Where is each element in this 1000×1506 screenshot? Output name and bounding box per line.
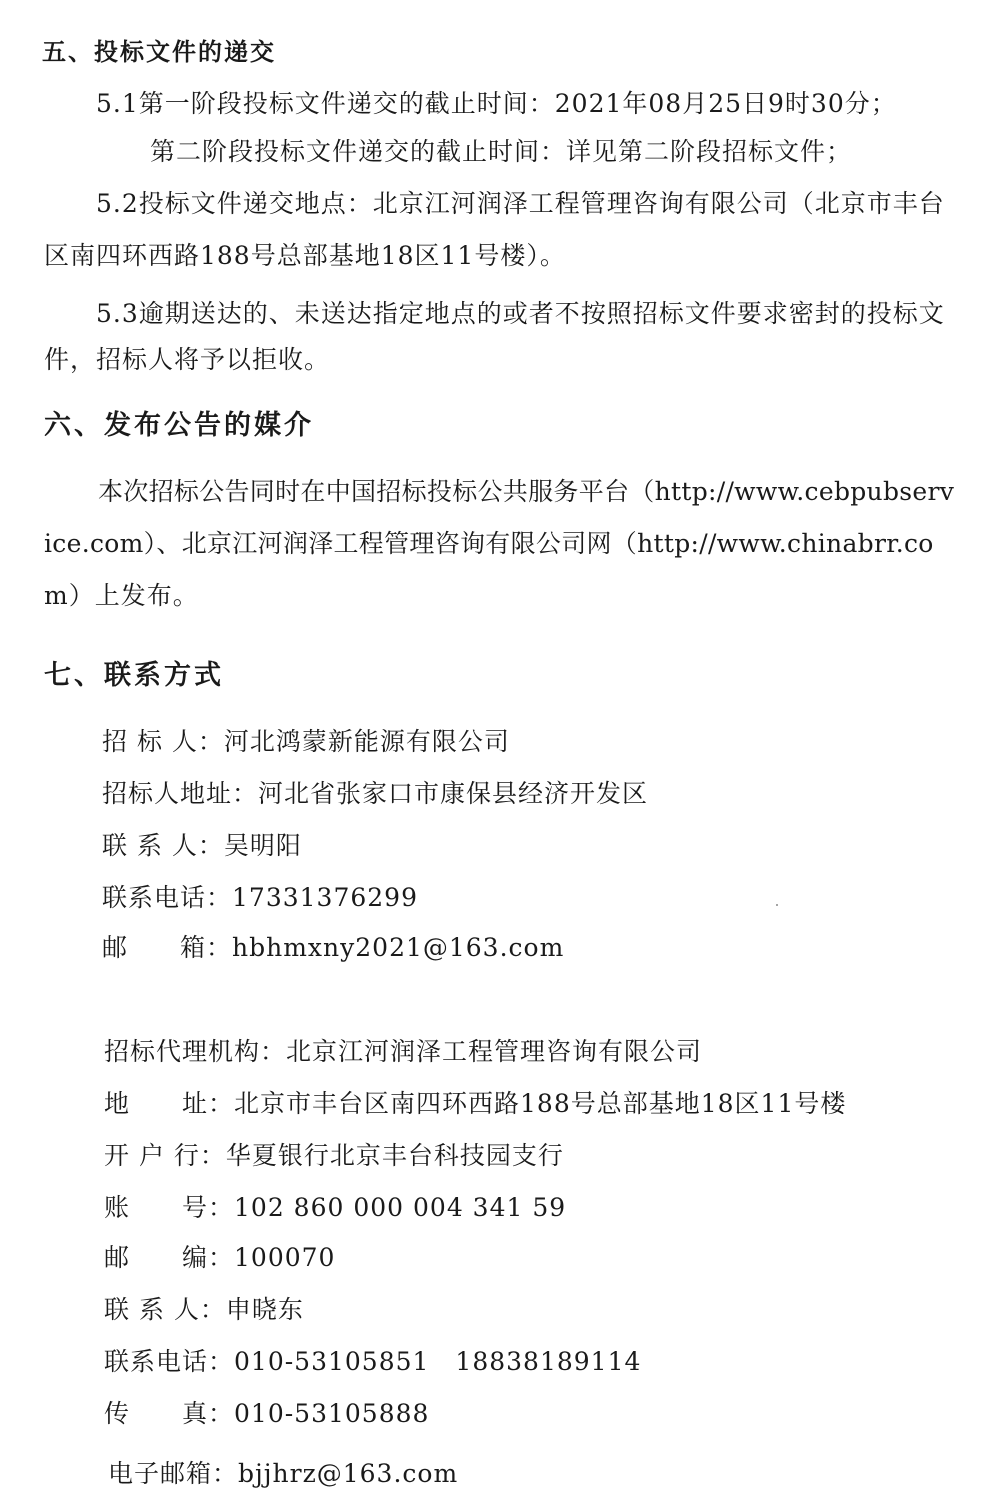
agency-contact-row [104, 1294, 304, 1326]
section-6-heading: 六、发布公告的媒介 [44, 410, 314, 441]
tenderer-email-label: 邮 箱： [102, 933, 233, 962]
agency-fax-label: 传 真： [104, 1399, 235, 1428]
agency-bank-value: 华夏银行北京丰台科技园支行 [225, 1141, 564, 1170]
tenderer-contact-label: 联 系 人： [102, 831, 224, 860]
agency-phone-row [104, 1346, 641, 1378]
tenderer-address-row [102, 778, 648, 810]
tenderer-address-value: 河北省张家口市康保县经济开发区 [258, 779, 649, 808]
agency-name-value: 北京江河润泽工程管理咨询有限公司 [286, 1037, 703, 1066]
section-7-heading: 七、联系方式 [44, 660, 224, 691]
agency-postcode-label: 邮 编： [104, 1243, 235, 1272]
tenderer-phone-label: 联系电话： [102, 883, 233, 912]
section-5-paragraph-3-line-1: 5.3逾期送达的、未送达指定地点的或者不按照招标文件要求密封的投标文 [96, 299, 945, 328]
agency-email-row [108, 1458, 458, 1490]
tenderer-name-value: 河北鸿蒙新能源有限公司 [223, 727, 510, 756]
tenderer-address-label: 招标人地址： [102, 779, 259, 808]
tenderer-name-label: 招 标 人： [102, 727, 224, 756]
section-5-heading: 五、投标文件的递交 [42, 38, 276, 66]
agency-account-label: 账 号： [104, 1193, 235, 1222]
agency-postcode-row [104, 1242, 335, 1274]
agency-contact-value: 申晓东 [225, 1295, 304, 1324]
agency-postcode-value: 100070 [234, 1243, 336, 1272]
section-6-paragraph-line-3: m）上发布。 [44, 581, 199, 610]
tenderer-contact-row [102, 830, 302, 862]
agency-fax-value: 010-53105888 [234, 1399, 430, 1428]
tenderer-name-row [102, 726, 510, 758]
tenderer-phone-row [102, 882, 418, 914]
agency-phone-value: 010-53105851 18838189114 [234, 1347, 642, 1376]
section-5-paragraph-2-line-1: 5.2投标文件递交地点：北京江河润泽工程管理咨询有限公司（北京市丰台 [96, 189, 945, 218]
section-6-paragraph-line-1: 本次招标公告同时在中国招标投标公共服务平台（http://www.cebpubserv [98, 477, 955, 506]
agency-email-value: bjjhrz@163.com [238, 1459, 459, 1488]
agency-contact-label: 联 系 人： [104, 1295, 226, 1324]
tenderer-phone-value: 17331376299 [232, 883, 418, 912]
tenderer-contact-value: 吴明阳 [223, 831, 302, 860]
agency-phone-label: 联系电话： [104, 1347, 235, 1376]
agency-bank-label: 开 户 行： [104, 1141, 226, 1170]
agency-name-label: 招标代理机构： [104, 1037, 287, 1066]
agency-name-row [104, 1036, 702, 1068]
section-5-paragraph-3-line-2: 件，招标人将予以拒收。 [44, 345, 331, 374]
agency-account-row [104, 1192, 566, 1224]
section-5-paragraph-1b: 第二阶段投标文件递交的截止时间：详见第二阶段招标文件； [150, 137, 853, 166]
tenderer-email-value: hbhmxny2021@163.com [232, 933, 565, 962]
scan-speck [776, 904, 778, 906]
agency-address-label: 地 址： [104, 1089, 235, 1118]
section-5-paragraph-1: 5.1第一阶段投标文件递交的截止时间：2021年08月25日9时30分； [96, 89, 897, 118]
section-6-paragraph-line-2: ice.com）、北京江河润泽工程管理咨询有限公司网（http://www.chinabrr.co [44, 529, 934, 558]
agency-account-value: 102 860 000 004 341 59 [234, 1193, 567, 1222]
section-5-paragraph-2-line-2: 区南四环西路188号总部基地18区11号楼）。 [44, 241, 566, 270]
agency-address-value: 北京市丰台区南四环西路188号总部基地18区11号楼 [234, 1089, 847, 1118]
tenderer-email-row [102, 932, 564, 964]
agency-fax-row [104, 1398, 429, 1430]
agency-email-label: 电子邮箱： [108, 1459, 239, 1488]
agency-address-row [104, 1088, 846, 1120]
agency-bank-row [104, 1140, 564, 1172]
